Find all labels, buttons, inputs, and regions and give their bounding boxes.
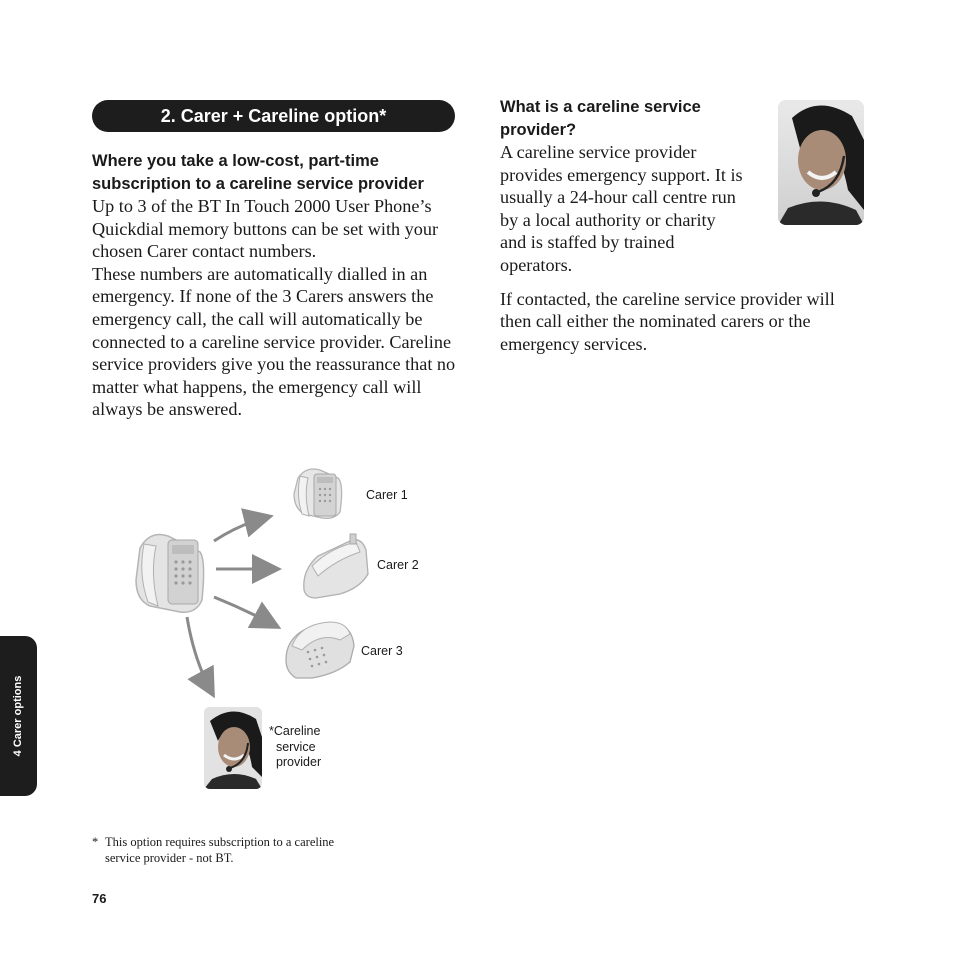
carer1-label: Carer 1 [366, 488, 408, 502]
left-paragraph-2: These numbers are automatically dialled in an emergency. If none of the 3 Carers answers the emergency call, the call will automatically be connected to a careline service provider. Careline service providers give you the reassurance that no matter what happens, the emergency call will always be answered. [92, 263, 456, 420]
section-title: 2. Carer + Careline option* [92, 100, 455, 132]
carer3-phone-icon [286, 622, 354, 678]
arrow-to-carer3 [214, 597, 276, 626]
footnote-text: This option requires subscription to a careline service provider - not BT. [105, 835, 335, 865]
left-paragraph-1: Up to 3 of the BT In Touch 2000 User Phone’s Quickdial memory buttons can be set with your chosen Carer contact numbers. [92, 196, 438, 262]
careline-operator-photo [204, 707, 262, 789]
arrow-to-careline [187, 617, 212, 693]
careline-label: *Careline service provider [269, 724, 322, 769]
carer2-phone-icon [304, 534, 368, 598]
right-paragraph-1: A careline service provider provides emergency support. It is usually a 24-hour call centre run by a local authority or charity and is staffed by trained operators. [500, 142, 743, 275]
right-paragraph-2: If contacted, the careline service provider will then call either the nominated carers or the emergency services. [500, 288, 835, 354]
footnote [92, 834, 352, 866]
carer3-label: Carer 3 [361, 644, 403, 658]
side-tab-label: 4 Carer options [12, 675, 24, 757]
carer2-label: Carer 2 [377, 558, 419, 572]
question-heading: What is a careline service provider? [500, 98, 701, 139]
lead-heading: Where you take a low-cost, part-time subscription to a careline service provider [92, 152, 424, 193]
page-number: 76 [92, 891, 107, 906]
user-phone-icon [136, 535, 204, 613]
carer1-phone-icon [294, 469, 342, 518]
arrow-to-carer1 [214, 517, 268, 541]
footnote-mark: * [92, 835, 99, 849]
